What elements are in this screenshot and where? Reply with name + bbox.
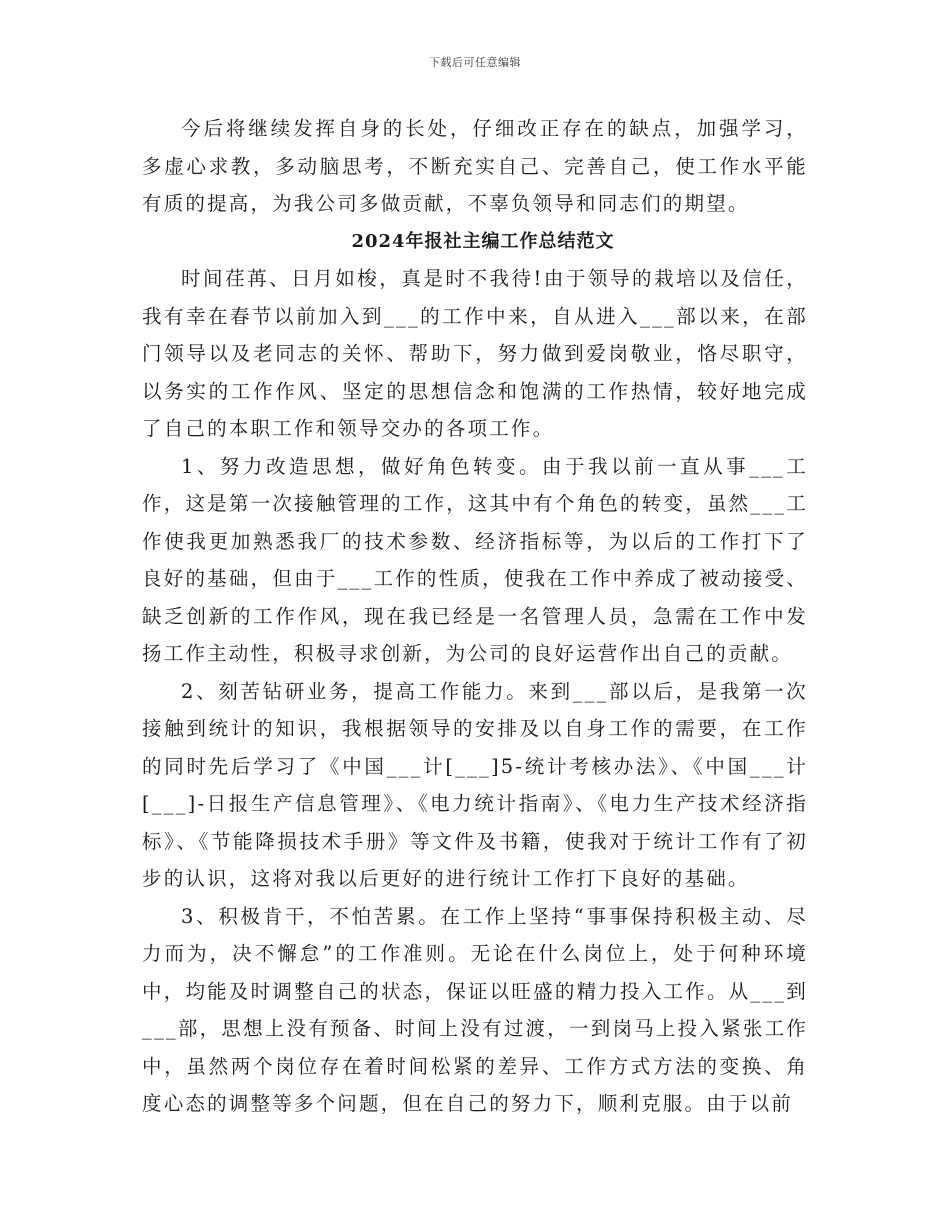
paragraph-item-2: 2、刻苦钻研业务，提高工作能力。来到___部以后，是我第一次接触到统计的知识，我根据领导的安排及以自身工作的需要，在工作的同时先后学习了《中国___计[___]5-统计考核办法》、《中国___计[___]-日报生产信息管理》、《电力统计指南》、《电力生产技术经济指标》、《节能降损技术手册》等文件及书籍，使我对于统计工作有了初步的认识，这将对我以后更好的进行统计工作打下良好的基础。 xyxy=(142,679,808,890)
document-title: 2024年报社主编工作总结范文 xyxy=(351,230,615,252)
document-body xyxy=(142,110,808,1123)
intro-paragraph: 今后将继续发挥自身的长处，仔细改正存在的缺点，加强学习，多虚心求教，多动脑思考，不断充实自己、完善自己，使工作水平能有质的提高，为我公司多做贡献，不辜负领导和同志们的期望。 xyxy=(142,117,808,215)
paragraph-opening: 时间荏苒、日月如梭，真是时不我待!由于领导的栽培以及信任，我有幸在春节以前加入到___的工作中来，自从进入___部以来，在部门领导以及老同志的关怀、帮助下，努力做到爱岗敬业，恪尽职守，以务实的工作作风、坚定的思想信念和饱满的工作热情，较好地完成了自己的本职工作和领导交办的各项工作。 xyxy=(142,267,808,440)
header-note: 下载后可任意编辑 xyxy=(429,56,521,69)
paragraph-item-1: 1、努力改造思想，做好角色转变。由于我以前一直从事___工作，这是第一次接触管理的工作，这其中有个角色的转变，虽然___工作使我更加熟悉我厂的技术参数、经济指标等，为以后的工作打下了良好的基础，但由于___工作的性质，使我在工作中养成了被动接受、缺乏创新的工作作风，现在我已经是一名管理人员，急需在工作中发扬工作主动性，积极寻求创新，为公司的良好运营作出自己的贡献。 xyxy=(142,454,808,665)
paragraph-item-3: 3、积极肯干，不怕苦累。在工作上坚持“事事保持积极主动、尽力而为，决不懈怠”的工作准则。无论在什么岗位上，处于何种环境中，均能及时调整自己的状态，保证以旺盛的精力投入工作。从___到___部，思想上没有预备、时间上没有过渡，一到岗马上投入紧张工作中，虽然两个岗位存在着时间松紧的差异、工作方式方法的变换、角度心态的调整等多个问题，但在自己的努力下，顺利克服。由于以前 xyxy=(142,904,808,1115)
